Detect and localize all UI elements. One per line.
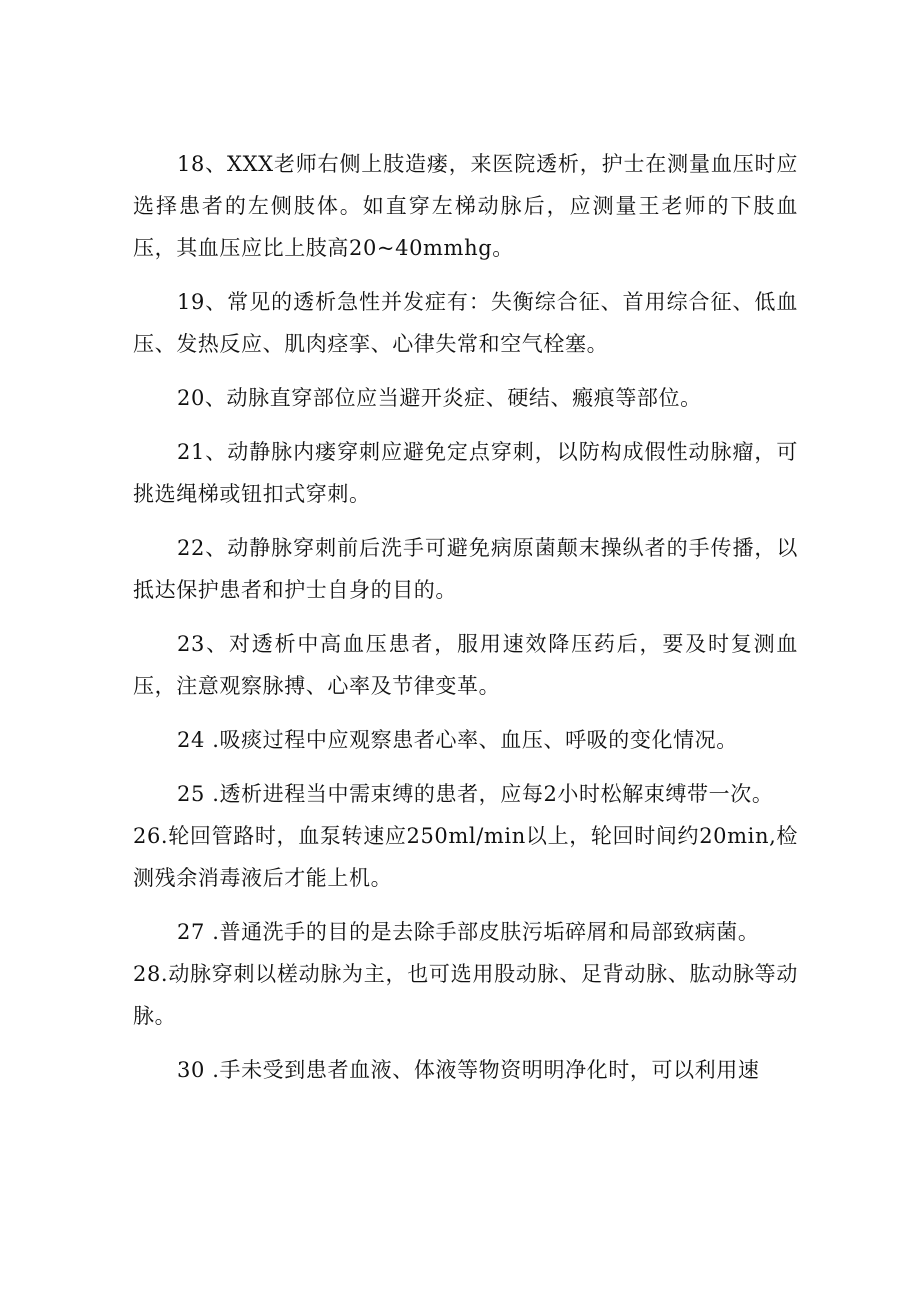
- paragraph-20: 20、动脉直穿部位应当避开炎症、硬结、瘢痕等部位。: [177, 386, 702, 410]
- paragraph-28: 28.动脉穿刺以槎动脉为主，也可选用股动脉、足背动脉、肱动脉等动脉。: [133, 962, 798, 1028]
- paragraph-18: 18、XXX老师右侧上肢造瘘，来医院透析，护士在测量血压时应选择患者的左侧肢体。如直穿左梯动脉后，应测量王老师的下肢血压，其血压应比上肢高20~40mmhg。: [133, 152, 798, 260]
- paragraph-26: 26.轮回管路时，血泵转速应250ml/min以上，轮回时间约20min,检测残余消毒液后才能上机。: [133, 824, 798, 890]
- document-body: [133, 143, 798, 1103]
- paragraph-21: 21、动静脉内瘘穿刺应避免定点穿刺，以防构成假性动脉瘤，可挑选绳梯或钮扣式穿刺。: [133, 440, 798, 506]
- paragraph-25: 25 .透析进程当中需束缚的患者，应每2小时松解束缚带一次。: [177, 782, 774, 806]
- paragraph-30: 30 .手未受到患者血液、体液等物资明明净化时，可以利用速: [177, 1058, 760, 1082]
- paragraph-24: 24 .吸痰过程中应观察患者心率、血压、呼吸的变化情况。: [177, 728, 738, 752]
- paragraph-22: 22、动静脉穿刺前后洗手可避免病原菌颠末操纵者的手传播，以抵达保护患者和护士自身的目的。: [133, 536, 798, 602]
- paragraph-27: 27 .普通洗手的目的是去除手部皮肤污垢碎屑和局部致病菌。: [177, 920, 760, 944]
- paragraph-23: 23、对透析中高血压患者，服用速效降压药后，要及时复测血压，注意观察脉搏、心率及节律变革。: [133, 632, 798, 698]
- paragraph-19: 19、常见的透析急性并发症有：失衡综合征、首用综合征、低血压、发热反应、肌肉痉挛、心律失常和空气栓塞。: [133, 290, 798, 356]
